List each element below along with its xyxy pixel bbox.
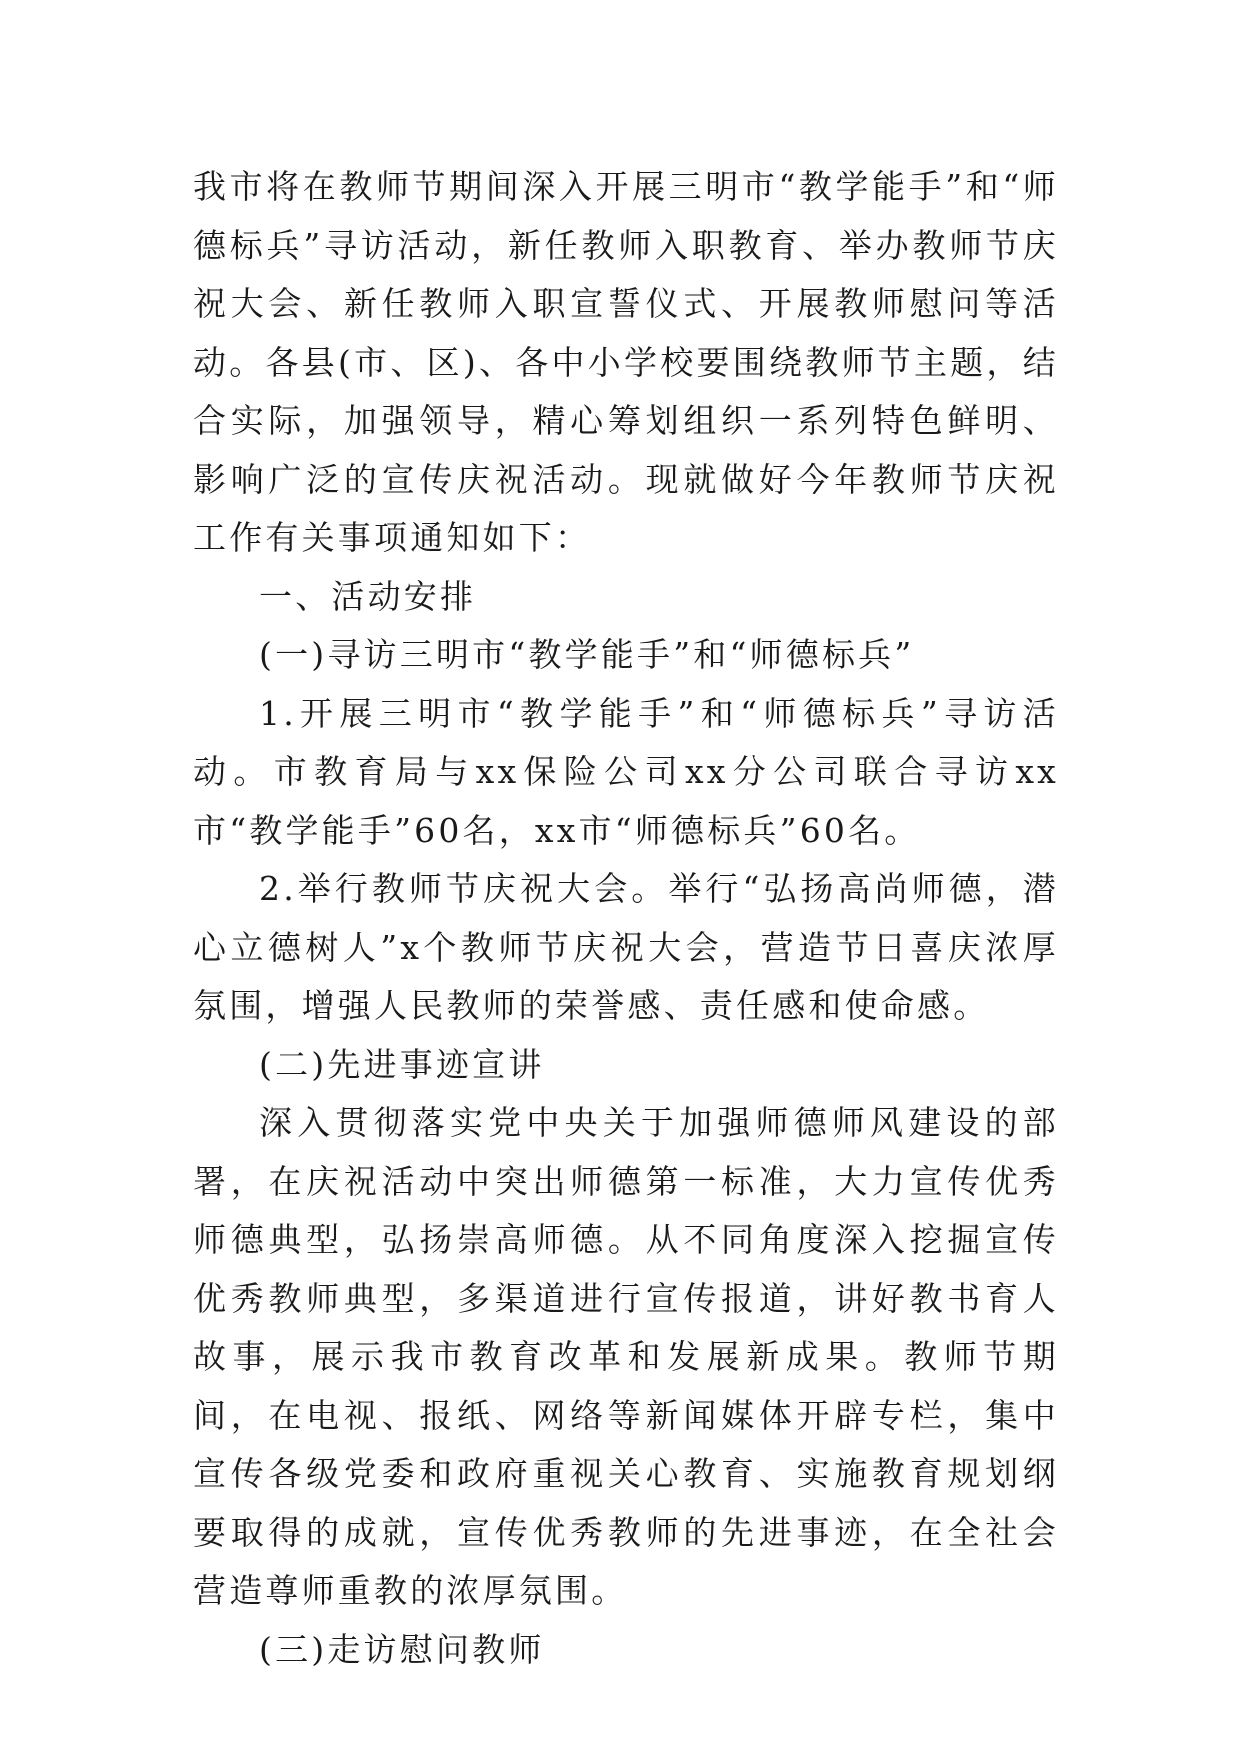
advanced-deeds-paragraph: 深入贯彻落实党中央关于加强师德师风建设的部署，在庆祝活动中突出师德第一标准，大力宣传优秀师德典型，弘扬崇高师德。从不同角度深入挖掘宣传优秀教师典型，多渠道进行宣传报道，讲好教书育人故事，展示我市教育改革和发展新成果。教师节期间，在电视、报纸、网络等新闻媒体开辟专栏，集中宣传各级党委和政府重视关心教育、实施教育规划纲要取得的成就，宣传优秀教师的先进事迹，在全社会营造尊师重教的浓厚氛围。	[193, 1103, 1059, 1610]
document-body	[193, 158, 1059, 1679]
subsection-heading-visit-teachers: (三)走访慰问教师	[259, 1629, 545, 1669]
subsection-heading-search-visit: (一)寻访三明市“教学能手”和“师德标兵”	[259, 635, 915, 674]
section-heading-activity-arrangement: 一、活动安排	[259, 576, 477, 616]
intro-paragraph: 我市将在教师节期间深入开展三明市“教学能手”和“师德标兵”寻访活动，新任教师入职教育、举办教师节庆祝大会、新任教师入职宣誓仪式、开展教师慰问等活动。各县(市、区)、各中小学校要围绕教师节主题，结合实际，加强领导，精心筹划组织一系列特色鲜明、影响广泛的宣传庆祝活动。现就做好今年教师节庆祝工作有关事项通知如下：	[193, 167, 1059, 557]
item-paragraph-2: 2.举行教师节庆祝大会。举行“弘扬高尚师德，潜心立德树人”x个教师节庆祝大会，营造节日喜庆浓厚氛围，增强人民教师的荣誉感、责任感和使命感。	[193, 869, 1059, 1025]
subsection-heading-advanced-deeds: (二)先进事迹宣讲	[259, 1044, 545, 1084]
item-paragraph-1: 1.开展三明市“教学能手”和“师德标兵”寻访活动。市教育局与xx保险公司xx分公司联合寻访xx市“教学能手”60名，xx市“师德标兵”60名。	[193, 693, 1059, 850]
